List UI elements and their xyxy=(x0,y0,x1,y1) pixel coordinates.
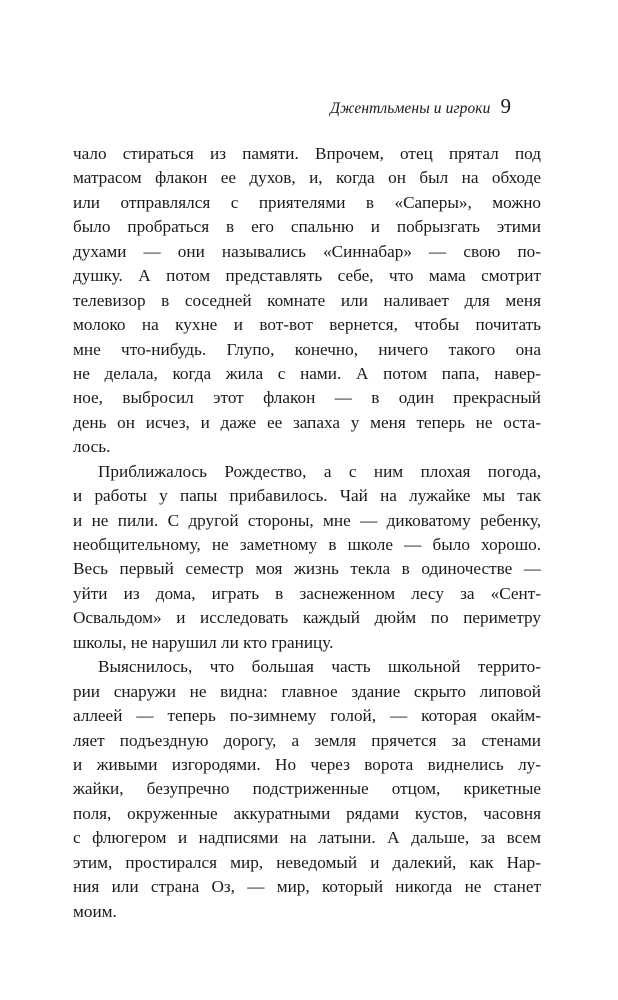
text-line: мне что-нибудь. Глупо, конечно, ничего такого она xyxy=(73,339,541,359)
text-line: Выяснилось, что большая часть школьной террито- xyxy=(98,657,541,677)
text-line: Приближалось Рождество, а с ним плохая погода, xyxy=(98,461,541,481)
text-line: необщительному, не заметному в школе — было хорошо. xyxy=(73,535,541,554)
text-line: не делала, когда жила с нами. А потом папа, навер- xyxy=(73,363,541,383)
text-line: ния или страна Оз, — мир, который никогда не станет xyxy=(73,877,541,897)
text-line: ляет подъездную дорогу, а земля прячется за стенами xyxy=(73,730,541,750)
text-line: молоко на кухне и вот-вот вернется, чтобы почитать xyxy=(73,315,541,335)
text-line: школы, не нарушил ли кто границу. xyxy=(73,632,334,652)
text-line: матрасом флакон ее духов, и, когда он был на обходе xyxy=(73,168,541,188)
text-line: Освальдом» и исследовать каждый дюйм по периметру xyxy=(73,608,541,628)
running-head xyxy=(330,94,511,119)
text-line: моим. xyxy=(73,901,117,921)
page-number: 9 xyxy=(500,94,511,118)
text-line: духами — они назывались «Синнабар» — свою по- xyxy=(73,241,541,261)
text-line: или отправлялся с приятелями в «Саперы», можно xyxy=(73,192,541,212)
text-line: с флюгером и надписями на латыни. А дальше, за всем xyxy=(73,828,541,848)
running-title: Джентльмены и игроки xyxy=(330,100,491,117)
text-line: уйти из дома, играть в заснеженном лесу за «Сент- xyxy=(73,583,541,603)
text-line: и не пили. С другой стороны, мне — диковатому ребенку, xyxy=(73,510,541,530)
text-line: было пробраться в его спальню и побрызгать этими xyxy=(73,217,541,237)
text-line: Весь первый семестр моя жизнь текла в одиночестве — xyxy=(73,559,541,579)
text-line: поля, окруженные аккуратными рядами кустов, часовня xyxy=(73,803,541,823)
text-line: и живыми изгородями. Но через ворота виднелись лу- xyxy=(73,754,541,774)
text-line: душку. А потом представлять себе, что мама смотрит xyxy=(73,266,541,286)
text-line: лось. xyxy=(73,437,111,457)
text-line: жайки, безупречно подстриженные отцом, крикетные xyxy=(73,779,541,799)
text-line: этим, простирался мир, неведомый и далекий, как Нар- xyxy=(73,852,541,872)
text-line: ное, выбросил этот флакон — в один прекрасный xyxy=(73,388,541,408)
text-line: и работы у папы прибавилось. Чай на лужайке мы так xyxy=(73,486,541,506)
text-line: телевизор в соседней комнате или наливает для меня xyxy=(73,290,541,310)
text-line: аллеей — теперь по-зимнему голой, — которая окайм- xyxy=(73,706,541,726)
text-line: чало стираться из памяти. Впрочем, отец прятал под xyxy=(73,144,541,163)
text-line: рии снаружи не видна: главное здание скрыто липовой xyxy=(73,681,541,701)
body-text xyxy=(73,142,541,924)
text-line: день он исчез, и даже ее запаха у меня теперь не оста- xyxy=(73,412,541,432)
